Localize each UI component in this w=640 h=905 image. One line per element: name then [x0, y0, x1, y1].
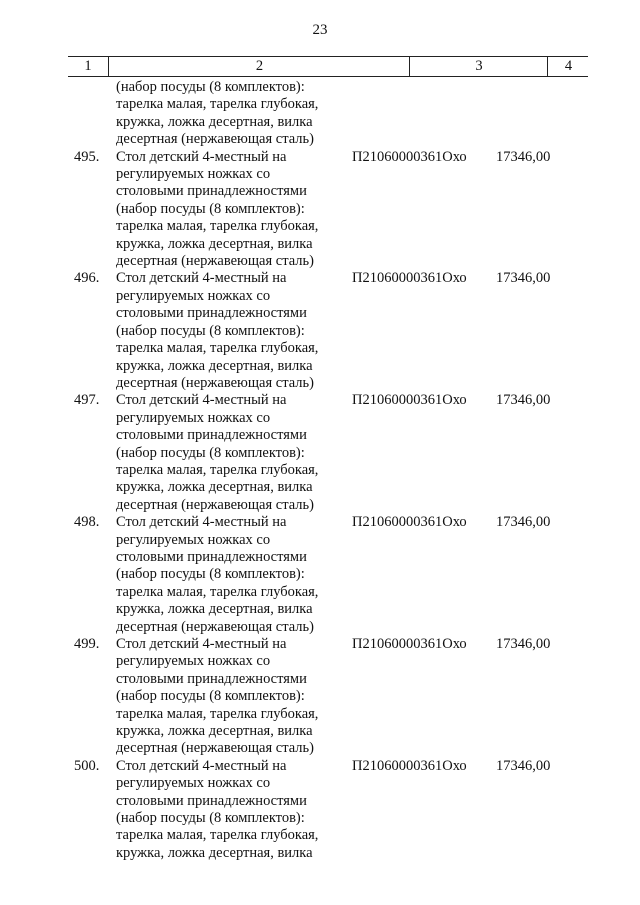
row-description: [116, 636, 352, 758]
description-line: тарелка малая, тарелка глубокая,: [116, 340, 319, 357]
description-line: тарелка малая, тарелка глубокая,: [116, 583, 319, 600]
row-description: [116, 514, 352, 636]
row-number: 496.: [74, 270, 100, 287]
description-line: (набор посуды (8 комплектов):: [116, 688, 305, 705]
description-line: десертная (нержавеющая сталь): [116, 374, 314, 391]
table-row: [68, 514, 588, 636]
row-number: 495.: [74, 148, 100, 165]
description-line: десертная (нержавеющая сталь): [116, 740, 314, 757]
row-description: [116, 392, 352, 514]
row-code: П21060000361Охо: [352, 636, 467, 652]
header-col-4: 4: [547, 57, 589, 76]
table-row: [68, 270, 588, 392]
row-price: 17346,00: [496, 636, 551, 652]
description-line: Стол детский 4-местный на: [116, 148, 287, 165]
description-line: Стол детский 4-местный на: [116, 636, 287, 652]
description-line: Стол детский 4-местный на: [116, 514, 287, 531]
description-line: регулируемых ножках со: [116, 287, 271, 304]
row-description: [116, 149, 352, 271]
row-code: П21060000361Охо: [352, 392, 467, 409]
description-line: кружка, ложка десертная, вилка: [116, 113, 313, 130]
header-col-1: 1: [84, 58, 92, 74]
description-line: (набор посуды (8 комплектов):: [116, 566, 305, 583]
table-row: [68, 758, 588, 862]
row-price: 17346,00: [496, 270, 551, 287]
description-line: кружка, ложка десертная, вилка: [116, 601, 313, 618]
table-header-row: [68, 56, 588, 77]
row-code: П21060000361Охо: [352, 270, 467, 287]
table-row: [68, 392, 588, 514]
description-line: столовыми принадлежностями: [116, 183, 307, 200]
description-line: (набор посуды (8 комплектов):: [116, 444, 305, 461]
description-line: регулируемых ножках со: [116, 531, 271, 548]
description-line: (набор посуды (8 комплектов):: [116, 810, 305, 827]
row-code: П21060000361Охо: [352, 514, 467, 531]
description-line: столовыми принадлежностями: [116, 427, 307, 444]
row-description: [116, 79, 352, 149]
row-price: 17346,00: [496, 392, 551, 409]
description-line: тарелка малая, тарелка глубокая,: [116, 218, 319, 235]
description-line: (набор посуды (8 комплектов):: [116, 79, 305, 95]
description-line: тарелка малая, тарелка глубокая,: [116, 827, 319, 844]
row-description: [116, 758, 352, 862]
continuation-row: [68, 79, 588, 149]
description-line: десертная (нержавеющая сталь): [116, 131, 314, 148]
description-line: регулируемых ножках со: [116, 653, 271, 670]
description-line: столовыми принадлежностями: [116, 305, 307, 322]
description-line: кружка, ложка десертная, вилка: [116, 235, 313, 252]
description-line: кружка, ложка десертная, вилка: [116, 844, 313, 861]
row-number: 497.: [74, 392, 100, 409]
description-line: столовыми принадлежностями: [116, 670, 307, 687]
header-col-2: 2: [108, 57, 410, 76]
description-line: столовыми принадлежностями: [116, 792, 307, 809]
description-line: тарелка малая, тарелка глубокая,: [116, 705, 319, 722]
description-line: (набор посуды (8 комплектов):: [116, 322, 305, 339]
description-line: десертная (нержавеющая сталь): [116, 496, 314, 513]
table-row: [68, 149, 588, 271]
description-line: Стол детский 4-местный на: [116, 270, 287, 287]
description-line: регулируемых ножках со: [116, 166, 271, 183]
row-description: [116, 270, 352, 392]
row-number: 500.: [74, 757, 100, 774]
row-price: 17346,00: [496, 148, 551, 165]
description-line: десертная (нержавеющая сталь): [116, 618, 314, 635]
row-number: 498.: [74, 514, 100, 531]
description-line: регулируемых ножках со: [116, 409, 271, 426]
description-line: тарелка малая, тарелка глубокая,: [116, 96, 319, 113]
description-line: столовыми принадлежностями: [116, 548, 307, 565]
row-price: 17346,00: [496, 757, 551, 774]
description-line: десертная (нержавеющая сталь): [116, 253, 314, 270]
description-line: кружка, ложка десертная, вилка: [116, 357, 313, 374]
table-body: [68, 79, 588, 862]
description-line: (набор посуды (8 комплектов):: [116, 200, 305, 217]
row-number: 499.: [74, 636, 100, 652]
description-line: кружка, ложка десертная, вилка: [116, 479, 313, 496]
table-row: [68, 636, 588, 758]
row-price: 17346,00: [496, 514, 551, 531]
description-line: тарелка малая, тарелка глубокая,: [116, 461, 319, 478]
description-line: Стол детский 4-местный на: [116, 757, 287, 774]
row-code: П21060000361Охо: [352, 148, 467, 165]
page-number: 23: [312, 22, 328, 38]
header-col-3: 3: [409, 57, 548, 76]
row-code: П21060000361Охо: [352, 757, 467, 774]
description-line: кружка, ложка десертная, вилка: [116, 723, 313, 740]
description-line: Стол детский 4-местный на: [116, 392, 287, 409]
description-line: регулируемых ножках со: [116, 775, 271, 792]
